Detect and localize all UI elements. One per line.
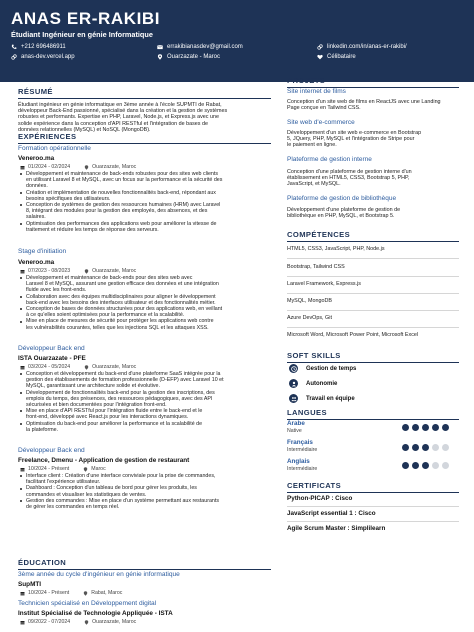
language-rating bbox=[399, 444, 449, 451]
link-icon bbox=[317, 44, 323, 50]
experience-location: Ouarzazate, Maroc bbox=[92, 268, 137, 274]
list-item: Interface client : Création d'une interface conviviale pour la prise de commandes, facilitant l'expérience utilisateur. bbox=[20, 473, 270, 485]
skill-item: MySQL, MongoDB bbox=[287, 298, 332, 304]
education-location: Rabat, Maroc bbox=[91, 590, 123, 596]
summary-line: robustes et performants. Expertise en PHP, Laravel, Node.js, et Express.js avec une bbox=[18, 114, 219, 121]
project-title: Plateforme de gestion interne bbox=[287, 156, 372, 163]
experience-role: Formation opérationnelle bbox=[18, 145, 91, 152]
list-item: Optimisation des performances des applications web pour améliorer la vitesse de traitement et réduire les temps de réponse des serveurs. bbox=[20, 221, 270, 233]
skill-item: Bootstrap, Tailwind CSS bbox=[287, 264, 345, 270]
rating-dot bbox=[402, 462, 409, 469]
experience-dates: 01/2024 - 02/2024 bbox=[28, 164, 71, 170]
rating-dot bbox=[412, 462, 419, 469]
project-title: Site web d'e-commerce bbox=[287, 119, 355, 126]
summary-line: données relationnelles (MySQL) et NoSQL (MongoDB). bbox=[18, 126, 151, 133]
rating-dot bbox=[422, 462, 429, 469]
rating-dot bbox=[402, 424, 409, 431]
resume-heading: RÉSUMÉ bbox=[18, 87, 271, 99]
list-item: Collaboration avec des équipes multidisciplinaires pour aligner le développement back-end avec les besoins des interfaces utilisateur et des fonctionnalités métier. bbox=[20, 294, 270, 306]
location-contact bbox=[157, 54, 317, 60]
soft-skill-item: Gestion de temps bbox=[289, 364, 356, 373]
experience-role: Développeur Back end bbox=[18, 345, 85, 352]
email-contact[interactable] bbox=[157, 44, 317, 50]
location-pin-icon bbox=[84, 165, 89, 170]
location-text: Ouarzazate - Maroc bbox=[167, 54, 221, 60]
list-item: Mise en place d'API RESTful pour l'intégration fluide entre le back-end et le front-end, développé avec React.js pour les interactions dynamiques. bbox=[20, 408, 270, 420]
list-item: Conception et développement du back-end d'une plateforme SaaS intégrée pour la gestion des établissements de formation professionnelle (D-EFP) avec Laravel 10 et MySQL, garantissant une architecture solide et évolutive. bbox=[20, 371, 270, 390]
rating-dot bbox=[432, 462, 439, 469]
education-dates: 09/2022 - 07/2024 bbox=[28, 619, 71, 625]
list-item: Développement et maintenance de back-ends pour des sites web avec Laravel 8 et MySQL, assurant une gestion efficace des données et une intégration fluide avec les front-ends. bbox=[20, 275, 270, 294]
experience-bullets bbox=[20, 371, 270, 433]
team-icon bbox=[289, 394, 298, 403]
status-contact bbox=[317, 54, 463, 60]
list-item: Mise en place de mesures de sécurité pour protéger les applications web contre les vulnérabilités courantes, telles que les injections SQL et les attaques XSS. bbox=[20, 318, 270, 330]
rating-dot bbox=[422, 444, 429, 451]
experience-meta bbox=[20, 268, 136, 274]
rating-dot bbox=[412, 424, 419, 431]
project-title: Site internet de films bbox=[287, 88, 346, 95]
linkedin-text[interactable]: linkedin.com/in/anas-er-rakibi/ bbox=[327, 44, 407, 50]
resume-summary bbox=[18, 102, 271, 133]
list-item: Dashboard : Conception d'un tableau de bord pour gérer les produits, les commandes et visualiser les statistiques de ventes. bbox=[20, 485, 270, 497]
divider bbox=[287, 293, 459, 294]
phone-icon bbox=[11, 44, 17, 50]
rating-dot bbox=[432, 424, 439, 431]
education-degree: Technicien spécialisé en Développement digital bbox=[18, 600, 157, 607]
divider bbox=[287, 521, 459, 522]
calendar-icon bbox=[20, 620, 25, 625]
divider bbox=[287, 327, 459, 328]
summary-line: développeur Back-End passionné, spécialisé dans la création et la gestion de systèmes bbox=[18, 108, 228, 115]
education-dates: 10/2024 - Présent bbox=[28, 590, 70, 596]
calendar-icon bbox=[20, 591, 25, 596]
resume-body bbox=[0, 76, 474, 632]
certificates-heading: CERTIFICATS bbox=[287, 481, 459, 493]
divider bbox=[287, 310, 459, 311]
location-pin-icon bbox=[84, 365, 89, 370]
languages-heading: LANGUES bbox=[287, 408, 459, 420]
status-text: Célibataire bbox=[327, 54, 356, 60]
location-pin-icon bbox=[83, 467, 88, 472]
location-pin-icon bbox=[157, 54, 163, 60]
experience-meta bbox=[20, 364, 136, 370]
language-level: Intermédiaire bbox=[287, 447, 318, 453]
experience-dates: 03/2024 - 05/2024 bbox=[28, 364, 71, 370]
education-school: SupMTI bbox=[18, 581, 42, 588]
education-location: Ouarzazate, Maroc bbox=[92, 619, 137, 625]
divider bbox=[287, 506, 459, 507]
language-rating bbox=[399, 462, 449, 469]
summary-line: Étudiant ingénieur en génie informatique en 3ème année à l'école SUPMTI de Rabat, bbox=[18, 102, 222, 108]
experience-company: Veneroo.ma bbox=[18, 155, 55, 162]
calendar-icon bbox=[20, 269, 25, 274]
calendar-icon bbox=[20, 165, 25, 170]
rating-dot bbox=[442, 462, 449, 469]
rating-dot bbox=[422, 424, 429, 431]
list-item: Création et implémentation de nouvelles fonctionnalités back-end, répondant aux besoins spécifiques des utilisateurs. bbox=[20, 190, 270, 202]
divider bbox=[287, 258, 459, 259]
education-heading: ÉDUCATION bbox=[18, 558, 271, 570]
experience-dates: 10/2024 - Présent bbox=[28, 466, 70, 472]
experience-meta bbox=[20, 164, 136, 170]
list-item: Conception de systèmes de gestion des ressources humaines (HRM) avec Laravel 8, intégrant des modules pour la gestion des employés, des absences, et des salaires. bbox=[20, 202, 270, 221]
phone-text: +212 696486911 bbox=[21, 44, 66, 50]
calendar-icon bbox=[20, 467, 25, 472]
experience-bullets bbox=[20, 275, 270, 331]
candidate-name: ANAS ER-RAKIBI bbox=[11, 9, 161, 28]
clock-icon bbox=[289, 364, 298, 373]
location-pin-icon bbox=[83, 591, 88, 596]
resume-header bbox=[0, 0, 474, 82]
certificate-item: Python-PICAP : Cisco bbox=[287, 495, 353, 502]
experience-dates: 07/2023 - 08/2023 bbox=[28, 268, 71, 274]
experience-role: Stage d'initiation bbox=[18, 248, 67, 255]
project-description: Développement d'une plateforme de gestion de bibliothèque en PHP, MySQL, et Bootstrap 5. bbox=[287, 207, 401, 220]
summary-line: solide expérience dans la conception d'API RESTful et l'intégration de bases de bbox=[18, 120, 208, 127]
language-name: Anglais bbox=[287, 458, 310, 465]
website-contact[interactable] bbox=[11, 54, 157, 60]
skills-heading: COMPÉTENCES bbox=[287, 230, 459, 242]
rating-dot bbox=[442, 444, 449, 451]
experience-meta bbox=[20, 466, 106, 472]
experience-company: Freelance, Dmenu - Application de gestion de restaurant bbox=[18, 457, 190, 464]
project-description: Développement d'un site web e-commerce en Bootstrap 5, JQuery, PHP, MySQL et l'intégration de Stripe pour le paiement en ligne. bbox=[287, 130, 422, 149]
list-item: Développement et maintenance de back-ends robustes pour des sites web clients en utilisant Laravel 8 et MySQL, avec un focus sur la performance et la sécurité des données. bbox=[20, 171, 270, 190]
email-text[interactable]: errakibianasdev@gmail.com bbox=[167, 44, 243, 50]
experience-location: Maroc bbox=[91, 466, 106, 472]
education-meta bbox=[20, 619, 136, 625]
project-description: Conception d'un site web de films en ReactJS avec une Landing Page conçue en Tailwind CSS. bbox=[287, 99, 441, 112]
email-icon bbox=[157, 44, 163, 50]
project-title: Plateforme de gestion de bibliothèque bbox=[287, 195, 397, 202]
education-degree: 3ème année du cycle d'ingénieur en génie informatique bbox=[18, 571, 180, 578]
skill-item: Laravel Framework, Express.js bbox=[287, 281, 361, 287]
website-text[interactable]: anas-dev.vercel.app bbox=[21, 54, 75, 60]
location-pin-icon bbox=[84, 269, 89, 274]
language-name: Arabe bbox=[287, 420, 305, 427]
list-item: Développement de fonctionnalités back-end pour la gestion des inscriptions, des emplois du temps, des présences, des ressources pédagogiques, avec des API sécurisées et bien documentées pour l'intégration front-end. bbox=[20, 390, 270, 409]
divider bbox=[287, 276, 459, 277]
language-level: Native bbox=[287, 428, 302, 434]
experiences-heading: EXPÉRIENCES bbox=[18, 132, 271, 144]
location-pin-icon bbox=[84, 620, 89, 625]
language-rating bbox=[399, 424, 449, 431]
linkedin-contact[interactable] bbox=[317, 44, 463, 50]
certificate-item: JavaScript essential 1 : Cisco bbox=[287, 510, 376, 517]
soft-skills-heading: SOFT SKILLS bbox=[287, 351, 459, 363]
certificate-item: Agile Scrum Master : Simplilearn bbox=[287, 525, 386, 532]
soft-skill-item: Autonomie bbox=[289, 379, 337, 388]
candidate-title: Étudiant Ingénieur en génie Informatique bbox=[11, 30, 153, 39]
skill-item: Azure DevOps, Git bbox=[287, 315, 332, 321]
rating-dot bbox=[402, 444, 409, 451]
experience-location: Ouarzazate, Maroc bbox=[92, 164, 137, 170]
project-description: Conception d'une plateforme de gestion interne d'un établissement en HTML5, CSS3, Bootstrap 5, PHP, JavaScript, et MySQL. bbox=[287, 169, 412, 188]
experience-bullets bbox=[20, 473, 270, 510]
heart-icon bbox=[317, 54, 323, 60]
experience-company: ISTA Ouarzazate - PFE bbox=[18, 355, 86, 362]
soft-skill-item: Travail en équipe bbox=[289, 394, 355, 403]
skill-item: HTML5, CSS3, JavaScript, PHP, Node.js bbox=[287, 246, 385, 252]
experience-role: Développeur Back end bbox=[18, 447, 85, 454]
experience-location: Ouarzazate, Maroc bbox=[92, 364, 137, 370]
list-item: Conception de bases de données structurées pour des applications web, en veillant à ce qu'elles soient optimisées pour la performance et la scalabilité. bbox=[20, 306, 270, 318]
rating-dot bbox=[432, 444, 439, 451]
rating-dot bbox=[412, 444, 419, 451]
user-icon bbox=[289, 379, 298, 388]
phone-contact bbox=[11, 44, 157, 50]
projects-heading: PROJETS bbox=[287, 76, 459, 88]
education-school: Institut Spécialisé de Technologie Appliquée - ISTA bbox=[18, 610, 173, 617]
rating-dot bbox=[442, 424, 449, 431]
language-level: Intermédiaire bbox=[287, 466, 318, 472]
link-icon bbox=[11, 54, 17, 60]
education-meta bbox=[20, 590, 122, 596]
experience-bullets bbox=[20, 171, 270, 233]
list-item: Gestion des commandes : Mise en place d'un système permettant aux restaurants de gérer les commandes en temps réel. bbox=[20, 498, 270, 510]
calendar-icon bbox=[20, 365, 25, 370]
experience-company: Veneroo.ma bbox=[18, 259, 55, 266]
skill-item: Microsoft Word, Microsoft Power Point, Microsoft Excel bbox=[287, 332, 419, 338]
contact-info bbox=[11, 42, 463, 62]
list-item: Optimisation du back-end pour améliorer la performance et la scalabilité de la plateforme. bbox=[20, 421, 270, 433]
language-name: Français bbox=[287, 439, 313, 446]
